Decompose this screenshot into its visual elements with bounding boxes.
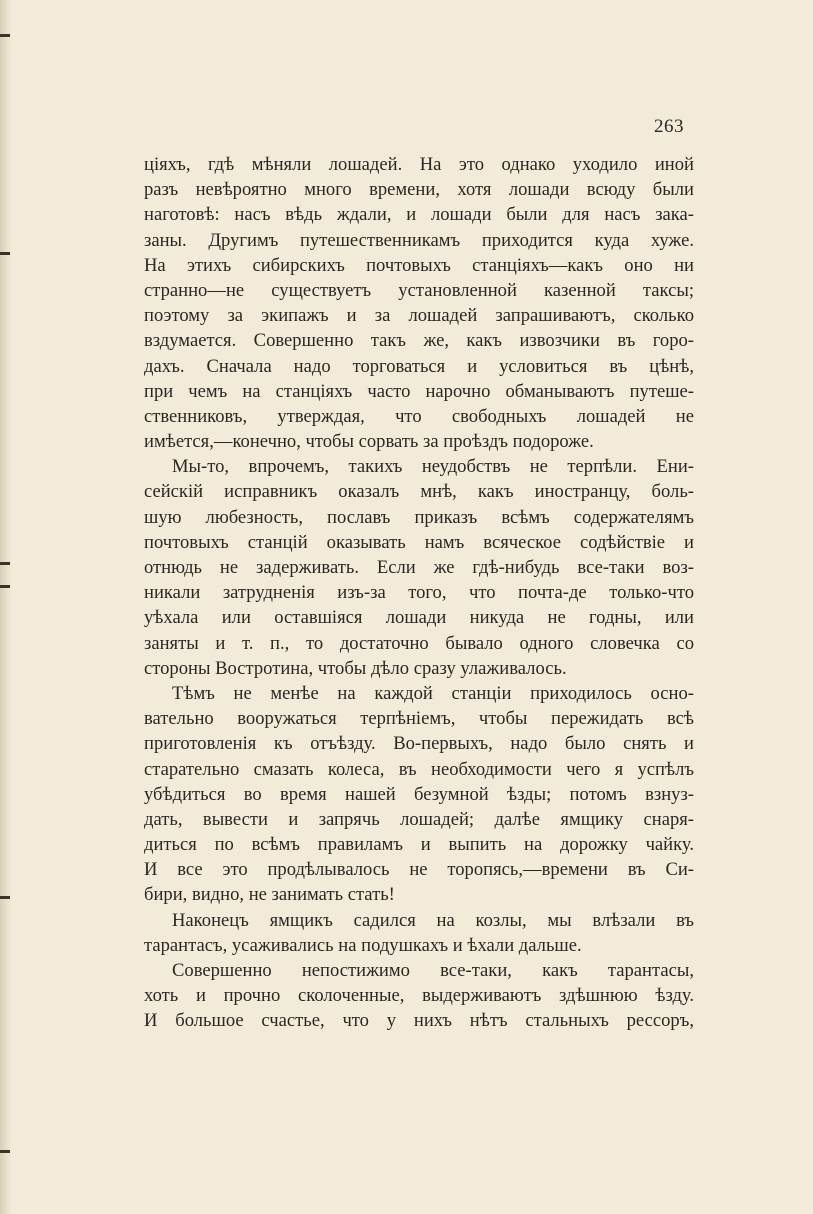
text-line: разъ невѣроятно много времени, хотя лошади всюду были bbox=[144, 179, 694, 201]
binding-mark bbox=[0, 34, 10, 37]
page-edge bbox=[0, 0, 12, 1214]
text-line: И все это продѣлывалось не торопясь,—времени въ Си- bbox=[144, 859, 694, 881]
text-line: ціяхъ, гдѣ мѣняли лошадей. На это однако уходило иной bbox=[144, 154, 694, 175]
text-line: Тѣмъ не менѣе на каждой станціи приходилось осно- bbox=[172, 682, 694, 704]
text-line: странно—не существуетъ установленной казенной таксы; bbox=[144, 279, 694, 301]
text-line: дахъ. Сначала надо торговаться и условиться въ цѣнѣ, bbox=[144, 355, 694, 377]
body-text bbox=[144, 152, 694, 1034]
text-line: Совершенно непостижимо все-таки, какъ тарантасы, bbox=[172, 960, 694, 981]
text-line: старательно смазать колеса, въ необходимости чего я успѣлъ bbox=[144, 758, 694, 780]
text-line: И большое счастье, что у нихъ нѣтъ стальныхъ рессоръ, bbox=[144, 1010, 694, 1032]
text-line: Наконецъ ямщикъ садился на козлы, мы влѣзали въ bbox=[172, 909, 694, 931]
page-number: 263 bbox=[654, 116, 684, 137]
text-line: заняты и т. п., то достаточно бывало одного словечка со bbox=[144, 632, 694, 654]
text-line: шую любезность, пославъ приказъ всѣмъ содержателямъ bbox=[144, 506, 694, 528]
text-line: вательно вооружаться терпѣніемъ, чтобы пережидать всѣ bbox=[144, 708, 694, 730]
text-line: заны. Другимъ путешественникамъ приходится куда хуже. bbox=[144, 229, 694, 251]
text-line: уѣхала или оставшіяся лошади никуда не годны, или bbox=[144, 607, 694, 629]
text-line: тарантасъ, усаживались на подушкахъ и ѣхали дальше. bbox=[144, 934, 582, 956]
binding-mark bbox=[0, 1150, 10, 1153]
text-line: отнюдь не задерживать. Если же гдѣ-нибудь все-таки воз- bbox=[144, 557, 694, 578]
text-line: ственниковъ, утверждая, что свободныхъ лошадей не bbox=[144, 405, 694, 427]
text-line: приготовленія къ отъѣзду. Во-первыхъ, надо было снять и bbox=[144, 733, 694, 755]
binding-mark bbox=[0, 252, 10, 255]
binding-mark bbox=[0, 562, 10, 565]
text-line: На этихъ сибирскихъ почтовыхъ станціяхъ—какъ оно ни bbox=[144, 254, 694, 276]
text-line: диться по всѣмъ правиламъ и выпить на дорожку чайку. bbox=[144, 834, 694, 856]
text-line: никали затрудненія изъ-за того, что почта-де только-что bbox=[144, 582, 694, 604]
text-line: почтовыхъ станцій оказывать намъ всяческое содѣйствіе и bbox=[144, 531, 694, 553]
text-line: бири, видно, не занимать стать! bbox=[144, 884, 395, 906]
text-line: сейскій исправникъ оказалъ мнѣ, какъ иностранцу, боль- bbox=[144, 481, 694, 503]
text-line: Мы-то, впрочемъ, такихъ неудобствъ не терпѣли. Ени- bbox=[172, 456, 694, 478]
text-line: при чемъ на станціяхъ часто нарочно обманываютъ путеше- bbox=[144, 380, 694, 402]
text-line: убѣдиться во время нашей безумной ѣзды; потомъ взнуз- bbox=[144, 783, 694, 805]
binding-mark bbox=[0, 896, 10, 899]
binding-mark bbox=[0, 585, 10, 588]
text-line: стороны Востротина, чтобы дѣло сразу улаживалось. bbox=[144, 657, 567, 679]
text-line: поэтому за экипажъ и за лошадей запрашиваютъ, сколько bbox=[144, 305, 694, 327]
text-line: имѣется,—конечно, чтобы сорвать за проѣздъ подороже. bbox=[144, 431, 594, 453]
text-line: хоть и прочно сколоченные, выдерживаютъ здѣшнюю ѣзду. bbox=[144, 985, 694, 1007]
text-line: дать, вывести и запрячь лошадей; далѣе ямщику снаря- bbox=[144, 808, 694, 830]
text-line: наготовѣ: насъ вѣдь ждали, и лошади были для насъ зака- bbox=[144, 204, 694, 226]
text-line: вздумается. Совершенно такъ же, какъ извозчики въ горо- bbox=[144, 330, 694, 352]
